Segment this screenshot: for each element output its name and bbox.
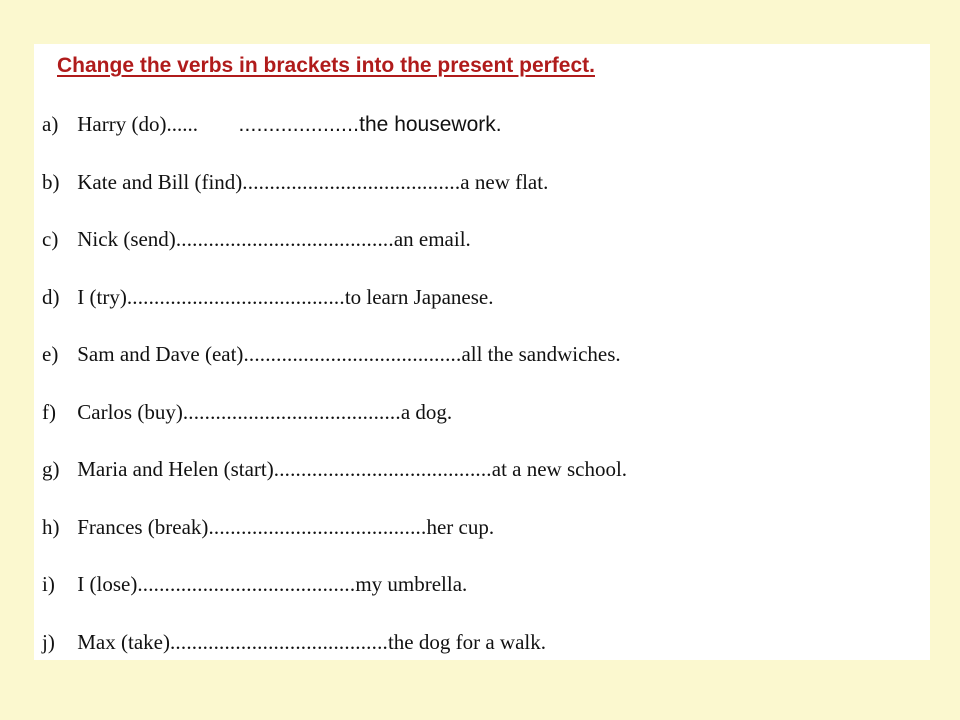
item-prompt: Harry (do)......	[77, 112, 198, 136]
worksheet-card	[34, 44, 930, 660]
exercise-item-g	[42, 455, 922, 513]
item-remainder: an email.	[393, 227, 471, 251]
answer-blank: ........................................	[273, 457, 492, 481]
item-remainder: her cup.	[426, 514, 495, 539]
exercise-item-c	[42, 225, 922, 283]
item-prompt: Carlos (buy)	[77, 399, 183, 424]
item-remainder: a new flat.	[460, 169, 549, 194]
item-remainder: a dog.	[400, 399, 453, 424]
answer-blank: ........................................	[243, 342, 462, 366]
item-marker: d)	[42, 284, 60, 309]
item-remainder: to learn Japanese.	[344, 284, 494, 309]
item-marker: e)	[42, 342, 59, 366]
answer-blank: ........................................	[208, 514, 427, 539]
item-marker: f)	[42, 399, 56, 424]
exercise-item-b	[42, 168, 922, 226]
item-remainder: at a new school.	[491, 457, 628, 481]
item-prompt: Frances (break)	[77, 514, 209, 539]
item-marker: a)	[42, 112, 59, 136]
answer-blank: ........................................	[137, 572, 356, 596]
item-marker: i)	[42, 572, 55, 596]
item-prompt: I (try)	[77, 284, 127, 309]
exercise-item-d	[42, 283, 922, 341]
answer-blank: ........................................	[175, 227, 394, 251]
item-marker: h)	[42, 514, 60, 539]
item-prompt: Nick (send)	[77, 227, 176, 251]
item-prompt: Maria and Helen (start)	[77, 457, 274, 481]
item-marker: b)	[42, 169, 60, 194]
item-marker: j)	[42, 629, 55, 654]
item-remainder: the dog for a walk.	[387, 629, 547, 654]
answer-blank: ........................................	[182, 399, 401, 424]
answer-blank: ........................................	[126, 284, 345, 309]
item-remainder: my umbrella.	[355, 572, 468, 596]
item-marker: c)	[42, 227, 59, 251]
exercise-item-a	[42, 110, 922, 168]
answer-blank: ........................................	[242, 169, 461, 194]
exercise-item-e	[42, 340, 922, 398]
item-marker: g)	[42, 457, 60, 481]
answer-blank: ........................................	[169, 629, 388, 654]
exercise-item-i	[42, 570, 922, 628]
item-remainder: the housework.	[359, 113, 502, 136]
item-prompt: Sam and Dave (eat)	[77, 342, 244, 366]
worksheet-instruction: Change the verbs in brackets into the present perfect.	[57, 54, 595, 77]
exercise-item-h	[42, 513, 922, 571]
exercise-list	[42, 110, 922, 685]
item-prompt: I (lose)	[77, 572, 138, 596]
item-prompt: Max (take)	[77, 629, 170, 654]
answer-blank: ....................	[238, 113, 360, 136]
item-remainder: all the sandwiches.	[461, 342, 621, 366]
exercise-item-f	[42, 398, 922, 456]
item-prompt: Kate and Bill (find)	[77, 169, 243, 194]
exercise-item-j	[42, 628, 922, 686]
